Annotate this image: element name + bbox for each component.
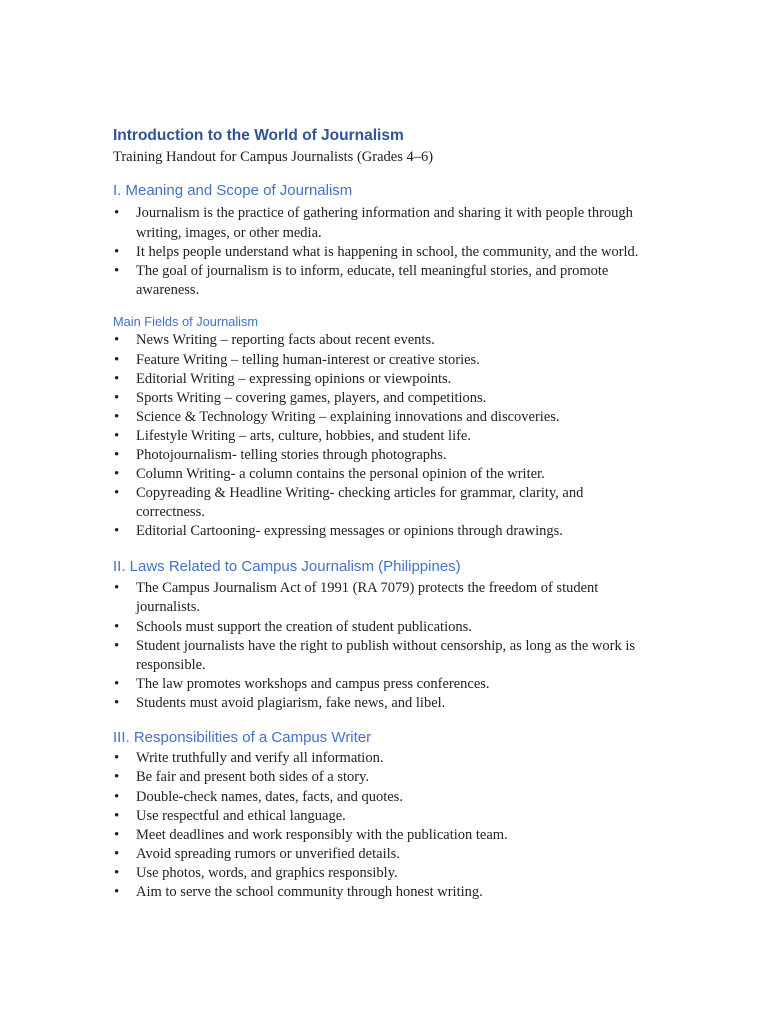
document-title: Introduction to the World of Journalism	[113, 127, 404, 144]
list-item-text: Meet deadlines and work responsibly with the publication team.	[136, 826, 508, 843]
bullet-icon: •	[114, 807, 120, 824]
list-item	[113, 331, 648, 350]
section-campus-journalism-laws	[113, 557, 655, 713]
list-item-text: Editorial Writing – expressing opinions or viewpoints.	[136, 370, 452, 387]
list-item	[113, 807, 648, 826]
list-item	[113, 389, 648, 408]
list-item-text: Student journalists have the right to publish without censorship, as long as the work is responsible.	[136, 637, 635, 673]
list-item-text: The law promotes workshops and campus press conferences.	[136, 675, 490, 692]
section-heading: II. Laws Related to Campus Journalism (Philippines)	[113, 557, 461, 575]
list-item	[113, 864, 648, 883]
list-item	[113, 694, 648, 713]
bullet-list	[113, 579, 648, 713]
list-item	[113, 262, 648, 300]
bullet-icon: •	[114, 694, 120, 711]
list-item	[113, 579, 648, 617]
bullet-icon: •	[114, 205, 120, 222]
section-heading: I. Meaning and Scope of Journalism	[113, 182, 353, 200]
list-item	[113, 749, 648, 768]
list-item	[113, 465, 648, 484]
list-item	[113, 826, 648, 845]
list-item	[113, 370, 648, 389]
bullet-icon: •	[114, 447, 120, 464]
list-item-text: The goal of journalism is to inform, educate, tell meaningful stories, and promote awareness.	[136, 262, 609, 298]
bullet-icon: •	[114, 466, 120, 483]
list-item	[113, 675, 648, 694]
list-item-text: Feature Writing – telling human-interest or creative stories.	[136, 351, 480, 368]
bullet-icon: •	[114, 389, 120, 406]
bullet-icon: •	[114, 675, 120, 692]
bullet-icon: •	[114, 769, 120, 786]
bullet-icon: •	[114, 351, 120, 368]
list-item-text: Journalism is the practice of gathering information and sharing it with people through writing, images, or other media.	[136, 205, 633, 241]
list-item	[113, 618, 648, 637]
bullet-icon: •	[114, 637, 120, 654]
list-item-text: Copyreading & Headline Writing- checking articles for grammar, clarity, and correctness.	[136, 485, 584, 521]
section-campus-writer-responsibilities	[113, 728, 655, 902]
list-item-text: Students must avoid plagiarism, fake news, and libel.	[136, 694, 446, 711]
bullet-icon: •	[114, 408, 120, 425]
list-item-text: Lifestyle Writing – arts, culture, hobbies, and student life.	[136, 427, 471, 444]
document-body	[113, 126, 655, 902]
bullet-icon: •	[114, 485, 120, 502]
list-item	[113, 204, 648, 242]
list-item-text: Avoid spreading rumors or unverified details.	[136, 845, 400, 862]
bullet-icon: •	[114, 262, 120, 279]
bullet-icon: •	[114, 845, 120, 862]
list-item-text: Be fair and present both sides of a story.	[136, 769, 370, 786]
list-item	[113, 845, 648, 864]
bullet-icon: •	[114, 580, 120, 597]
bullet-icon: •	[114, 618, 120, 635]
list-item-text: Sports Writing – covering games, players, and competitions.	[136, 389, 487, 406]
list-item	[113, 522, 648, 541]
list-item-text: The Campus Journalism Act of 1991 (RA 7079) protects the freedom of student journalists.	[136, 580, 599, 616]
list-item-text: Double-check names, dates, facts, and quotes.	[136, 788, 403, 805]
bullet-icon: •	[114, 523, 120, 540]
list-item	[113, 788, 648, 807]
list-item-text: Use respectful and ethical language.	[136, 807, 346, 824]
subsection-heading: Main Fields of Journalism	[113, 313, 259, 329]
list-item	[113, 408, 648, 427]
list-item-text: Editorial Cartooning- expressing messages or opinions through drawings.	[136, 523, 563, 540]
list-item-text: Photojournalism- telling stories through photographs.	[136, 447, 447, 464]
list-item-text: News Writing – reporting facts about recent events.	[136, 332, 435, 349]
list-item-text: Use photos, words, and graphics responsibly.	[136, 864, 398, 881]
bullet-list	[113, 749, 648, 902]
bullet-icon: •	[114, 883, 120, 900]
list-item-text: Aim to serve the school community through honest writing.	[136, 883, 483, 900]
section-meaning-and-scope	[113, 181, 655, 541]
bullet-icon: •	[114, 332, 120, 349]
document-subtitle: Training Handout for Campus Journalists (Grades 4–6)	[113, 149, 434, 165]
bullet-icon: •	[114, 427, 120, 444]
bullet-icon: •	[114, 750, 120, 767]
list-item-text: Schools must support the creation of student publications.	[136, 618, 472, 635]
list-item	[113, 427, 648, 446]
bullet-list	[113, 331, 648, 541]
list-item-text: Science & Technology Writing – explaining innovations and discoveries.	[136, 408, 560, 425]
bullet-icon: •	[114, 370, 120, 387]
list-item	[113, 243, 648, 262]
bullet-icon: •	[114, 788, 120, 805]
list-item	[113, 351, 648, 370]
list-item	[113, 484, 648, 522]
list-item-text: It helps people understand what is happening in school, the community, and the world.	[136, 243, 639, 260]
list-item	[113, 637, 648, 675]
bullet-icon: •	[114, 864, 120, 881]
bullet-icon: •	[114, 243, 120, 260]
list-item-text: Column Writing- a column contains the personal opinion of the writer.	[136, 466, 545, 483]
section-heading: III. Responsibilities of a Campus Writer	[113, 728, 372, 746]
list-item	[113, 883, 648, 902]
list-item-text: Write truthfully and verify all information.	[136, 750, 384, 767]
list-item	[113, 446, 648, 465]
list-item	[113, 768, 648, 787]
bullet-list	[113, 204, 648, 299]
bullet-icon: •	[114, 826, 120, 843]
